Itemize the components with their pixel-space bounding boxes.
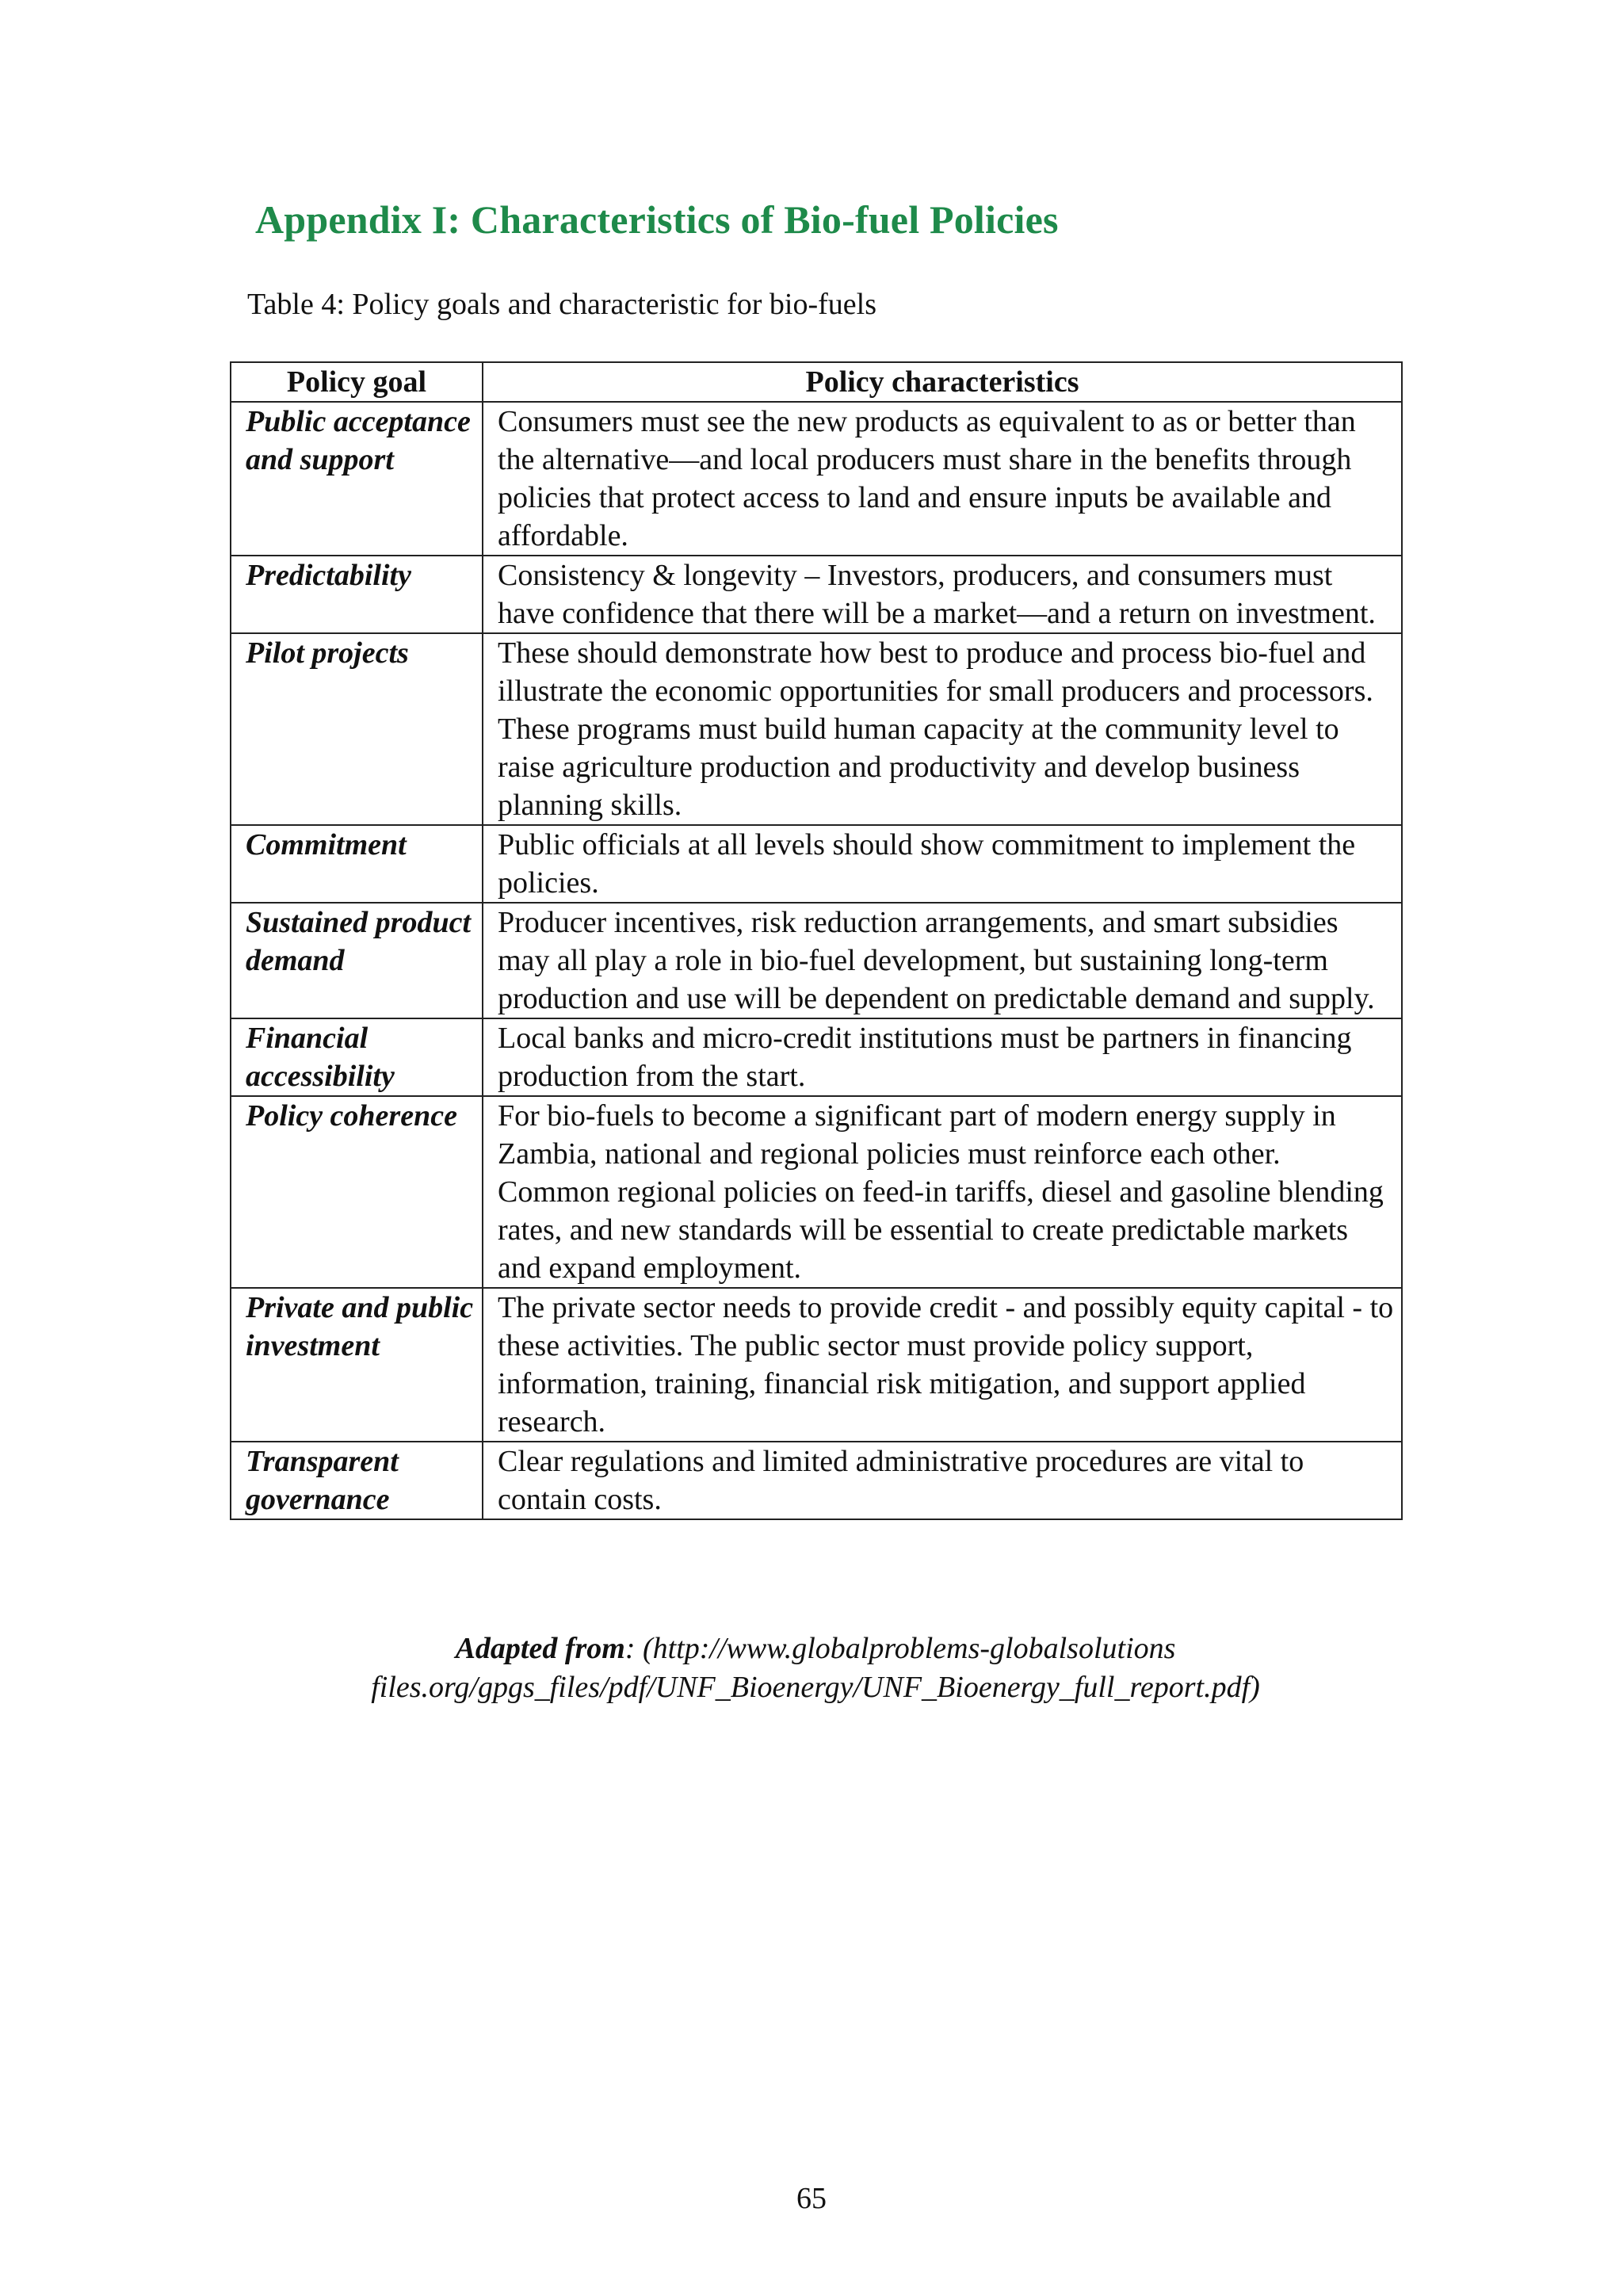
policy-table: [230, 361, 1403, 1520]
column-header-policy-characteristics: Policy characteristics: [483, 362, 1402, 402]
table-row: [231, 1096, 1402, 1288]
source-lead: Adapted from: [455, 1632, 625, 1665]
column-header-policy-goal: Policy goal: [231, 362, 483, 402]
table-row: [231, 825, 1402, 903]
policy-goal-cell: Private and public investment: [231, 1288, 483, 1442]
policy-characteristics-cell: Consistency & longevity – Investors, producers, and consumers must have confidence that there will be a market—and a return on investment.: [483, 556, 1402, 633]
policy-characteristics-cell: For bio-fuels to become a significant part of modern energy supply in Zambia, national and regional policies must reinforce each other. Common regional policies on feed-in tariffs, diesel and gasoline blending rates, and new standards will be essential to create predictable markets and expand employment.: [483, 1096, 1402, 1288]
table-row: [231, 1442, 1402, 1519]
page-heading: Appendix I: Characteristics of Bio-fuel Policies: [255, 197, 1059, 242]
policy-goal-cell: Predictability: [231, 556, 483, 633]
page-number: 65: [796, 2182, 827, 2215]
policy-characteristics-cell: These should demonstrate how best to produce and process bio-fuel and illustrate the economic opportunities for small producers and processors. These programs must build human capacity at the community level to raise agriculture production and productivity and develop business planning skills.: [483, 633, 1402, 825]
policy-goal-cell: Public acceptance and support: [231, 402, 483, 556]
table-row: [231, 556, 1402, 633]
table-row: [231, 1288, 1402, 1442]
policy-characteristics-cell: Consumers must see the new products as equivalent to as or better than the alternative—and local producers must share in the benefits through policies that protect access to land and ensure inputs be available and affordable.: [483, 402, 1402, 556]
table-row: [231, 903, 1402, 1018]
source-attribution: [230, 1629, 1401, 1707]
table-row: [231, 402, 1402, 556]
policy-characteristics-cell: The private sector needs to provide credit - and possibly equity capital - to these activities. The public sector must provide policy support, information, training, financial risk mitigation, and support applied research.: [483, 1288, 1402, 1442]
policy-goal-cell: Sustained product demand: [231, 903, 483, 1018]
table-caption: Table 4: Policy goals and characteristic for bio-fuels: [247, 288, 877, 321]
policy-goal-cell: Financial accessibility: [231, 1018, 483, 1096]
source-line-1: [230, 1629, 1401, 1668]
policy-goal-cell: Pilot projects: [231, 633, 483, 825]
policy-goal-cell: Policy coherence: [231, 1096, 483, 1288]
policy-characteristics-cell: Clear regulations and limited administrative procedures are vital to contain costs.: [483, 1442, 1402, 1519]
policy-characteristics-cell: Producer incentives, risk reduction arrangements, and smart subsidies may all play a role in bio-fuel development, but sustaining long-term production and use will be dependent on predictable demand and supply.: [483, 903, 1402, 1018]
policy-characteristics-cell: Public officials at all levels should show commitment to implement the policies.: [483, 825, 1402, 903]
policy-goal-cell: Commitment: [231, 825, 483, 903]
table-header-row: [231, 362, 1402, 402]
policy-goal-cell: Transparent governance: [231, 1442, 483, 1519]
policy-characteristics-cell: Local banks and micro-credit institutions must be partners in financing production from the start.: [483, 1018, 1402, 1096]
source-url-part-1: : (http://www.globalproblems-globalsolutions: [624, 1632, 1176, 1665]
table-row: [231, 1018, 1402, 1096]
source-url-part-2: files.org/gpgs_files/pdf/UNF_Bioenergy/UNF_Bioenergy_full_report.pdf): [371, 1671, 1260, 1704]
table-row: [231, 633, 1402, 825]
